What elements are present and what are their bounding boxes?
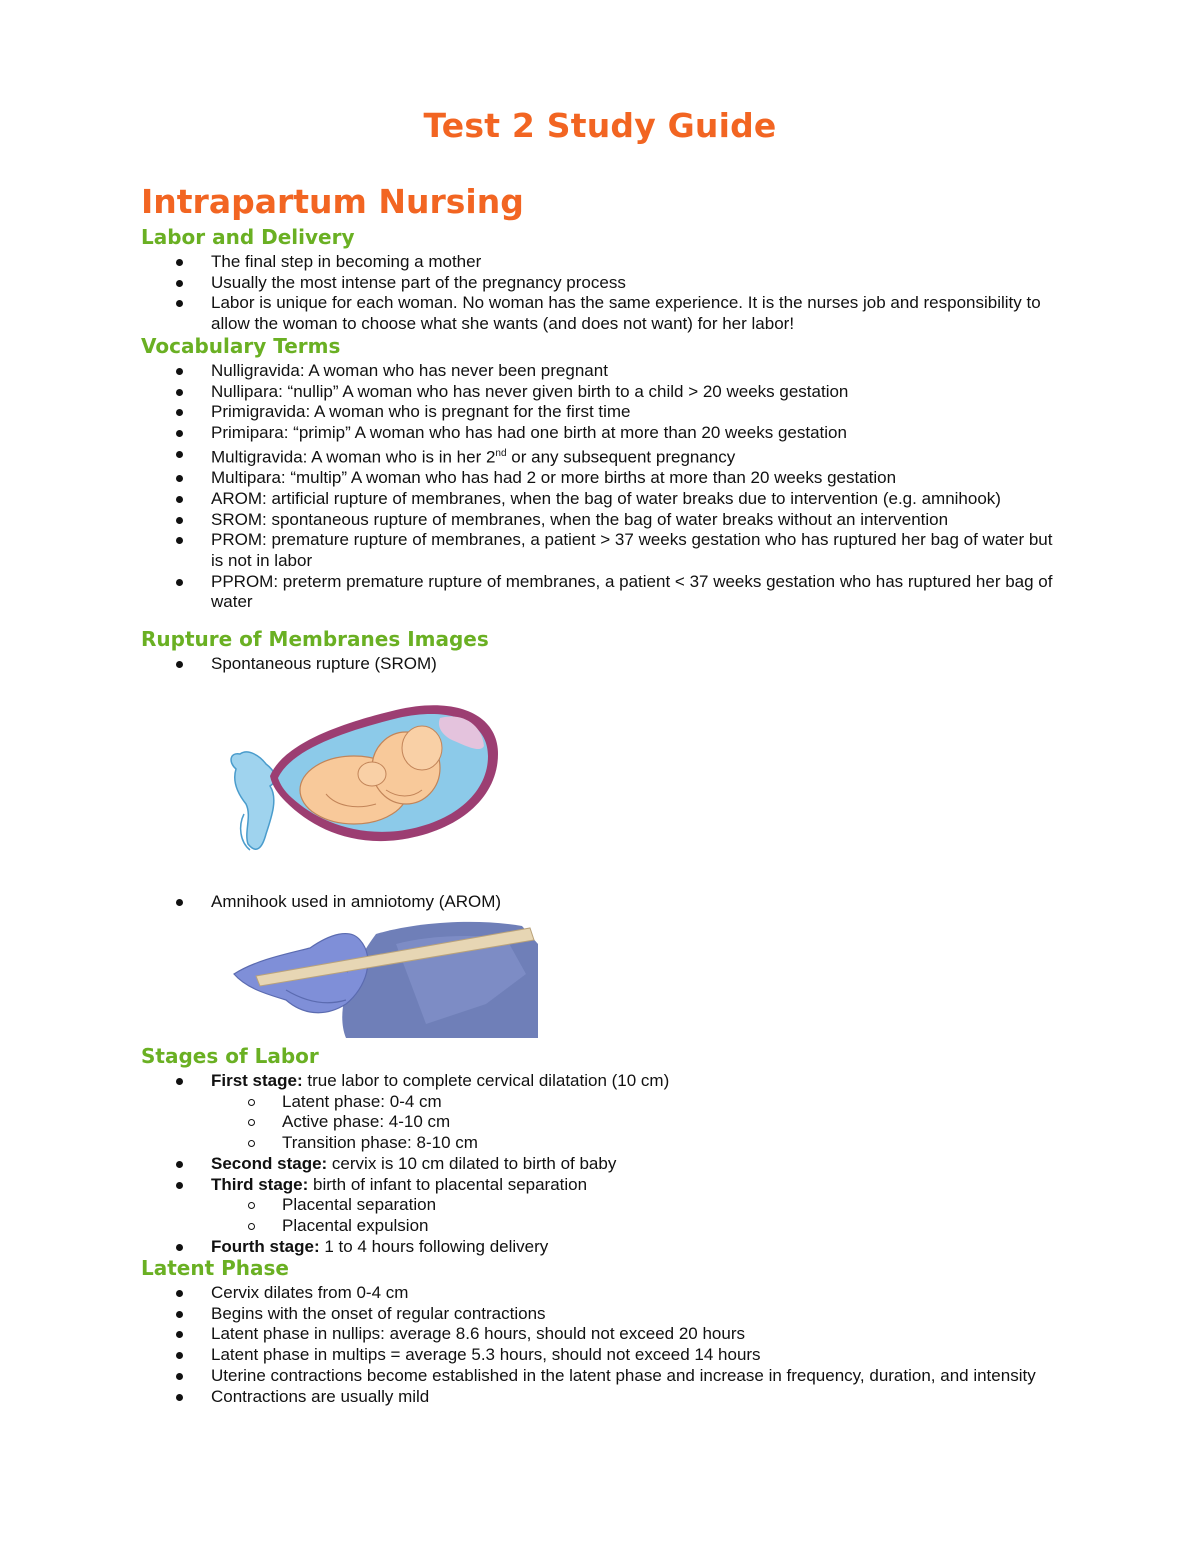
list-item: PPROM: preterm premature rupture of membranes, a patient < 37 weeks gestation who has ruptured her bag of water: [0, 572, 1200, 613]
main-heading: Intrapartum Nursing: [141, 182, 524, 221]
sub-list-item: Transition phase: 8-10 cm: [0, 1133, 1200, 1154]
list-item: PROM: premature rupture of membranes, a patient > 37 weeks gestation who has ruptured her bag of water but is not in labor: [0, 530, 1200, 571]
section-heading-stages: Stages of Labor: [141, 1044, 319, 1068]
section-heading-rupture: Rupture of Membranes Images: [141, 627, 489, 651]
stage-text: 1 to 4 hours following delivery: [319, 1236, 549, 1256]
list-item: Primipara: “primip” A woman who has had one birth at more than 20 weeks gestation: [0, 423, 1200, 444]
list-item: [0, 444, 1200, 468]
rupture-list-1: [0, 654, 1200, 675]
stage-label: Fourth stage:: [211, 1236, 320, 1256]
list-item: Spontaneous rupture (SROM): [0, 654, 1200, 675]
list-item: Begins with the onset of regular contractions: [0, 1304, 1200, 1325]
list-item: Nulligravida: A woman who has never been pregnant: [0, 361, 1200, 382]
list-item-text: Multigravida: A woman who is in her 2: [211, 447, 496, 467]
vocab-list: [0, 361, 1200, 613]
list-item: Nullipara: “nullip” A woman who has never given birth to a child > 20 weeks gestation: [0, 382, 1200, 403]
section-heading-latent: Latent Phase: [141, 1256, 289, 1280]
stages-list: [0, 1071, 1200, 1257]
list-item: Usually the most intense part of the pregnancy process: [0, 273, 1200, 294]
list-item: The final step in becoming a mother: [0, 252, 1200, 273]
stage-text: true labor to complete cervical dilatation (10 cm): [302, 1071, 670, 1090]
latent-list: [0, 1283, 1200, 1407]
sub-list-item: Latent phase: 0-4 cm: [0, 1092, 1200, 1113]
stage-text: cervix is 10 cm dilated to birth of baby: [327, 1153, 617, 1173]
sub-list-item: Placental separation: [0, 1195, 1200, 1216]
list-item: [0, 1154, 1200, 1175]
stage-label: Second stage:: [211, 1153, 328, 1173]
list-item: Latent phase in nullips: average 8.6 hours, should not exceed 20 hours: [0, 1324, 1200, 1345]
superscript: nd: [495, 447, 507, 459]
stage-label: Third stage:: [211, 1174, 309, 1194]
list-item: Primigravida: A woman who is pregnant for the first time: [0, 402, 1200, 423]
list-item: [0, 1175, 1200, 1196]
list-item: Labor is unique for each woman. No woman has the same experience. It is the nurses job and responsibility to allow the woman to choose what she wants (and does not want) for her labor!: [0, 293, 1200, 334]
stage-text: birth of infant to placental separation: [308, 1174, 588, 1194]
list-item: Cervix dilates from 0-4 cm: [0, 1283, 1200, 1304]
sub-list-item: Active phase: 4-10 cm: [0, 1112, 1200, 1133]
section-heading-labor: Labor and Delivery: [141, 225, 355, 249]
rupture-list-2: [0, 892, 1200, 913]
list-item: Contractions are usually mild: [0, 1387, 1200, 1408]
srom-illustration: [226, 694, 502, 860]
list-item: Amnihook used in amniotomy (AROM): [0, 892, 1200, 913]
list-item: Multipara: “multip” A woman who has had 2 or more births at more than 20 weeks gestation: [0, 468, 1200, 489]
document-title: Test 2 Study Guide: [423, 106, 777, 145]
labor-list: [0, 252, 1200, 335]
list-item: Latent phase in multips = average 5.3 hours, should not exceed 14 hours: [0, 1345, 1200, 1366]
list-item: SROM: spontaneous rupture of membranes, when the bag of water breaks without an intervention: [0, 510, 1200, 531]
list-item: [0, 1071, 1200, 1092]
amnihook-photo: [226, 914, 538, 1038]
list-item: Uterine contractions become established in the latent phase and increase in frequency, duration, and intensity: [0, 1366, 1200, 1387]
stage-label: First stage:: [211, 1071, 303, 1090]
sub-list-item: Placental expulsion: [0, 1216, 1200, 1237]
section-heading-vocab: Vocabulary Terms: [141, 334, 341, 358]
list-item: AROM: artificial rupture of membranes, when the bag of water breaks due to intervention (e.g. amnihook): [0, 489, 1200, 510]
list-item-text: or any subsequent pregnancy: [506, 447, 736, 467]
